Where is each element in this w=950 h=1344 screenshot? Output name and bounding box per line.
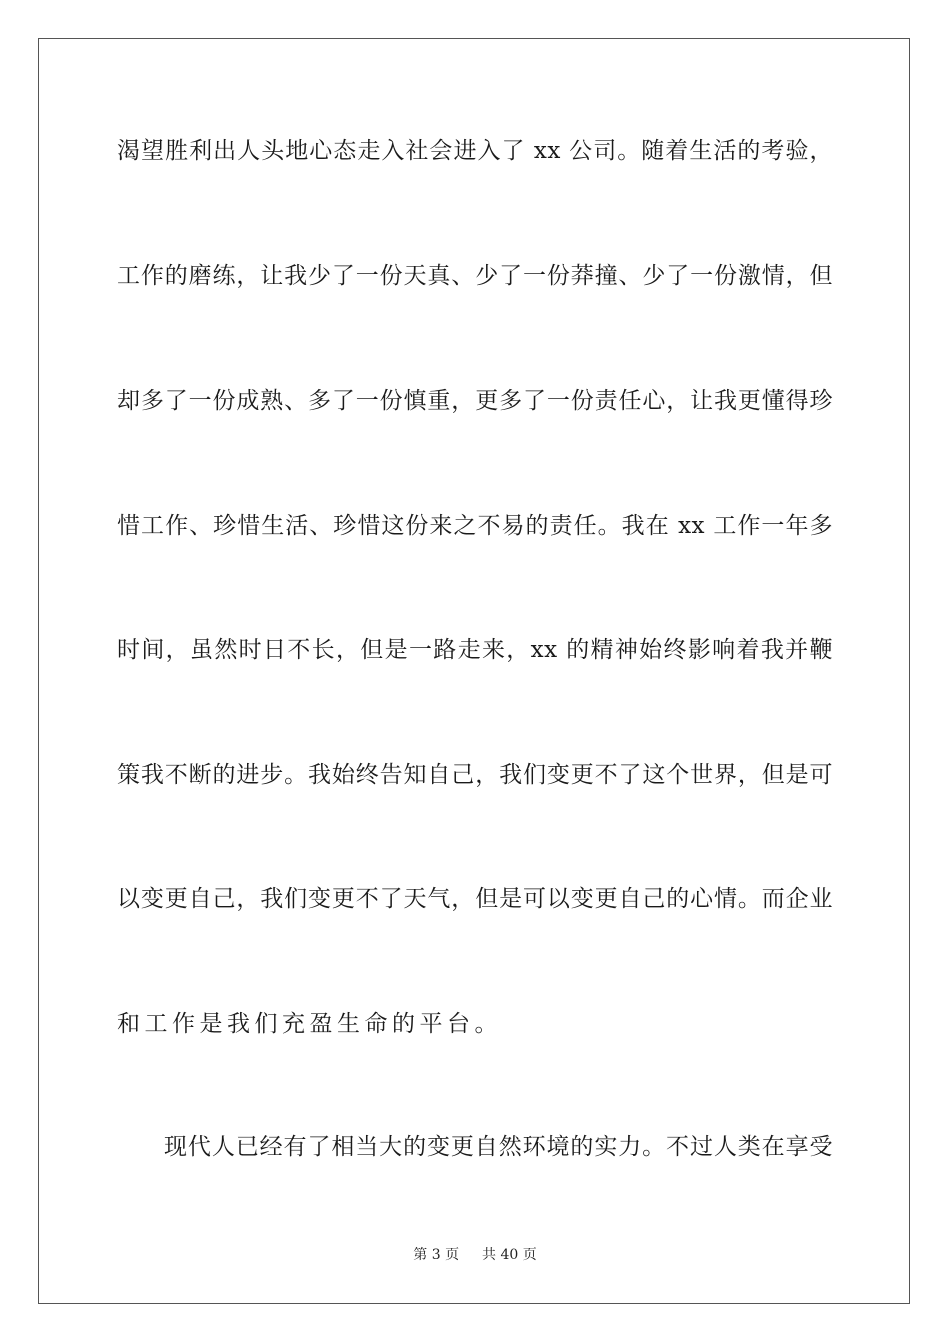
page-total: 共 40 页 [482,1247,537,1263]
body-text-line-5: 时间，虽然时日不长，但是一路走来，xx 的精神始终影响着我并鞭 [117,637,833,663]
page-number: 第 3 页 [413,1247,460,1263]
body-text-line-2: 工作的磨练，让我少了一份天真、少了一份莽撞、少了一份激情，但 [117,263,833,289]
body-text-line-9: 现代人已经有了相当大的变更自然环境的实力。不过人类在享受 [164,1134,833,1160]
body-text-line-6: 策我不断的进步。我始终告知自己，我们变更不了这个世界，但是可 [117,762,833,788]
body-text-line-1: 渴望胜利出人头地心态走入社会进入了 xx 公司。随着生活的考验， [117,138,833,164]
page-footer [0,1246,950,1264]
body-text-line-3: 却多了一份成熟、多了一份慎重，更多了一份责任心，让我更懂得珍 [117,388,833,414]
body-text-line-7: 以变更自己，我们变更不了天气，但是可以变更自己的心情。而企业 [117,886,833,912]
page-frame [38,38,910,1304]
body-text-line-8: 和工作是我们充盈生命的平台。 [117,1011,502,1037]
body-text-line-4: 惜工作、珍惜生活、珍惜这份来之不易的责任。我在 xx 工作一年多 [117,513,833,539]
